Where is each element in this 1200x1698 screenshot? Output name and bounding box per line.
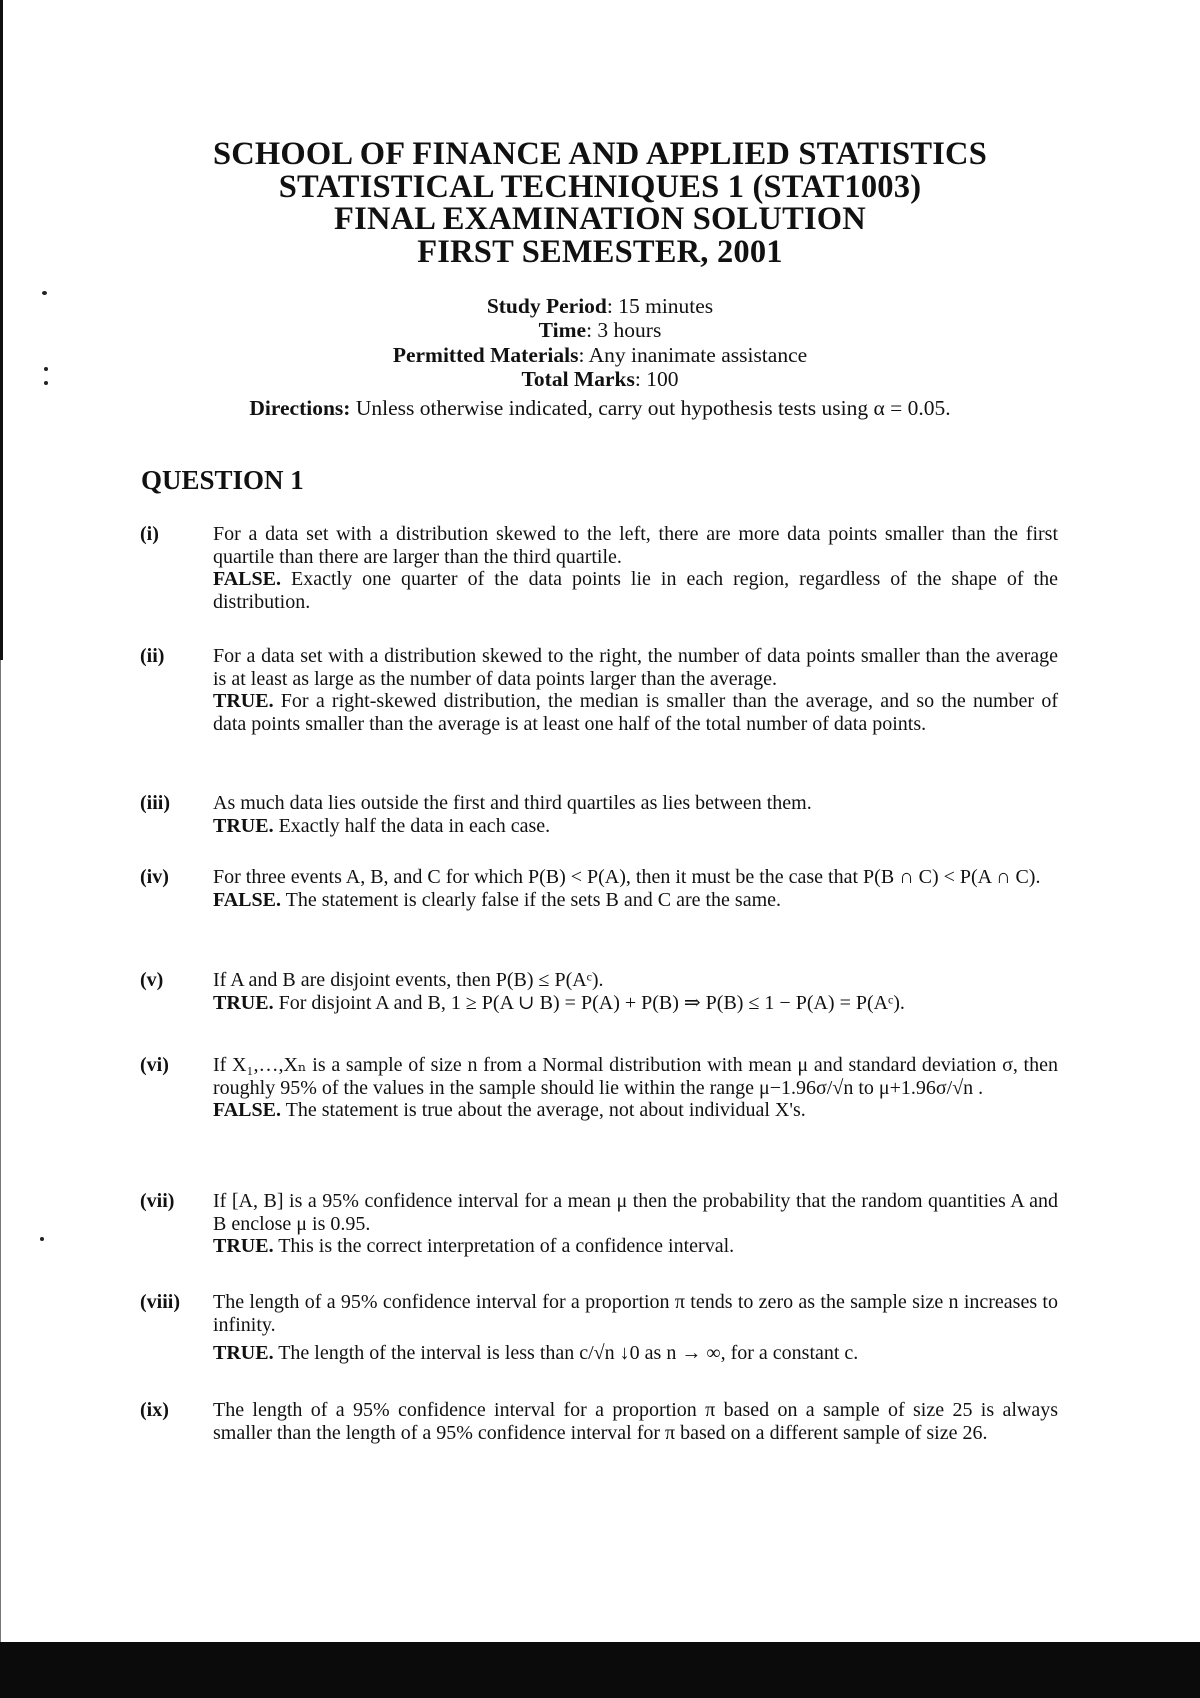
question-item [140,969,1058,1014]
item-verdict: FALSE. [213,888,281,911]
item-verdict: TRUE. [213,690,274,712]
question-title: QUESTION 1 [141,465,304,495]
scan-left-border-faint [0,660,1,1660]
item-body [213,1291,1058,1365]
item-explanation: This is the correct interpretation of a confidence interval. [273,1235,735,1257]
question-item [140,1190,1058,1258]
item-explanation: The length of the interval is less than c/√n ↓0 as n → ∞, for a constant c. [273,1342,859,1364]
materials-label: Permitted Materials [392,342,579,367]
item-explanation: The statement is true about the average, not about individual X's. [280,1099,806,1121]
item-verdict: TRUE. [213,814,274,837]
item-number: (i) [140,523,159,545]
time-allowed [0,318,1200,342]
item-explanation: Exactly half the data in each case. [273,814,551,837]
item-body [213,645,1058,735]
item-verdict: TRUE. [213,1342,274,1364]
total-marks [0,367,1200,391]
item-statement: For a data set with a distribution skewed to the left, there are more data points smaller than the first quartile than there are larger than the third quartile. [213,523,1058,568]
item-number: (v) [140,969,164,991]
header-line-school: SCHOOL OF FINANCE AND APPLIED STATISTICS [212,136,988,172]
item-verdict: TRUE. [213,1235,274,1257]
item-verdict: TRUE. [213,991,274,1014]
scan-bottom-bar [0,1642,1200,1698]
document-header [0,138,1200,268]
item-number: (ix) [140,1399,169,1421]
permitted-materials [0,343,1200,367]
item-explanation: Exactly one quarter of the data points lie in each region, regardless of the shape of the distribution. [213,568,1058,613]
item-body [213,1190,1058,1258]
total-marks-label: Total Marks [521,366,635,391]
item-verdict: FALSE. [213,1099,281,1121]
item-body [213,969,1058,1014]
exam-meta [0,294,1200,391]
item-statement: As much data lies outside the first and third quartiles as lies between them. [213,792,812,814]
item-body [213,792,1058,837]
item-answer [213,992,1058,1015]
item-number: (viii) [140,1291,180,1313]
item-explanation: For disjoint A and B, 1 ≥ P(A ∪ B) = P(A) + P(B) ⇒ P(B) ≤ 1 − P(A) = P(Aᶜ). [273,991,905,1014]
item-explanation: The statement is clearly false if the sets B and C are the same. [280,888,782,911]
item-number: (vi) [140,1054,169,1076]
question-item [140,1054,1058,1122]
item-answer [213,568,1058,613]
item-number: (iv) [140,866,169,888]
study-period-label: Study Period [486,294,607,318]
item-answer [213,1342,1058,1365]
item-answer [213,1235,1058,1258]
item-number: (ii) [140,645,165,667]
item-body [213,866,1058,911]
header-line-exam: FINAL EXAMINATION SOLUTION [334,201,866,237]
directions-label: Directions: [249,396,351,420]
directions-value: Unless otherwise indicated, carry out hypothesis tests using α = 0.05. [350,396,951,420]
item-body [213,1054,1058,1122]
item-number: (iii) [140,792,170,814]
question-item [140,1399,1058,1444]
item-number: (vii) [140,1190,175,1212]
time-value: : 3 hours [586,318,662,343]
question-item [140,792,1058,837]
study-period [0,294,1200,318]
question-item [140,523,1058,613]
header-line-course: STATISTICAL TECHNIQUES 1 (STAT1003) [278,168,922,205]
item-verdict: FALSE. [213,568,281,590]
question-item [140,1291,1058,1365]
item-statement: The length of a 95% confidence interval for a proportion π based on a sample of size 25 is always smaller than the length of a 95% confidence interval for π based on a different sample of size 26. [213,1399,1058,1444]
item-statement: The length of a 95% confidence interval for a proportion π tends to zero as the sample size n increases to infinity. [213,1291,1058,1336]
directions [0,396,1200,421]
total-marks-value: : 100 [634,366,679,391]
materials-value: : Any inanimate assistance [578,342,808,367]
time-label: Time [538,318,587,343]
item-body [213,523,1058,613]
scan-speck [40,1237,44,1241]
item-statement: For a data set with a distribution skewed to the right, the number of data points smaller than the average is at least as large as the number of data points larger than the average. [213,645,1058,690]
item-statement: If [A, B] is a 95% confidence interval for a mean μ then the probability that the random quantities A and B enclose μ is 0.95. [213,1190,1058,1235]
item-explanation: For a right-skewed distribution, the median is smaller than the average, and so the number of data points smaller than the average is at least one half of the total number of data points. [213,690,1058,735]
header-line-semester: FIRST SEMESTER, 2001 [417,233,783,270]
study-period-value: : 15 minutes [606,294,714,318]
item-statement: If A and B are disjoint events, then P(B) ≤ P(Aᶜ). [213,969,604,991]
item-answer [213,690,1058,735]
item-answer [213,815,1058,838]
item-body [213,1399,1058,1444]
item-answer [213,1099,1058,1122]
item-statement: If X₁,…,Xₙ is a sample of size n from a Normal distribution with mean μ and standard deviation σ, then roughly 95% of the values in the sample should lie within the range μ−1.96σ/√n to μ+1.96σ/√n . [213,1054,1058,1099]
item-answer [213,889,1058,912]
question-item [140,866,1058,911]
item-statement: For three events A, B, and C for which P(B) < P(A), then it must be the case that P(B ∩ C) < P(A ∩ C). [213,866,1041,888]
question-item [140,645,1058,735]
